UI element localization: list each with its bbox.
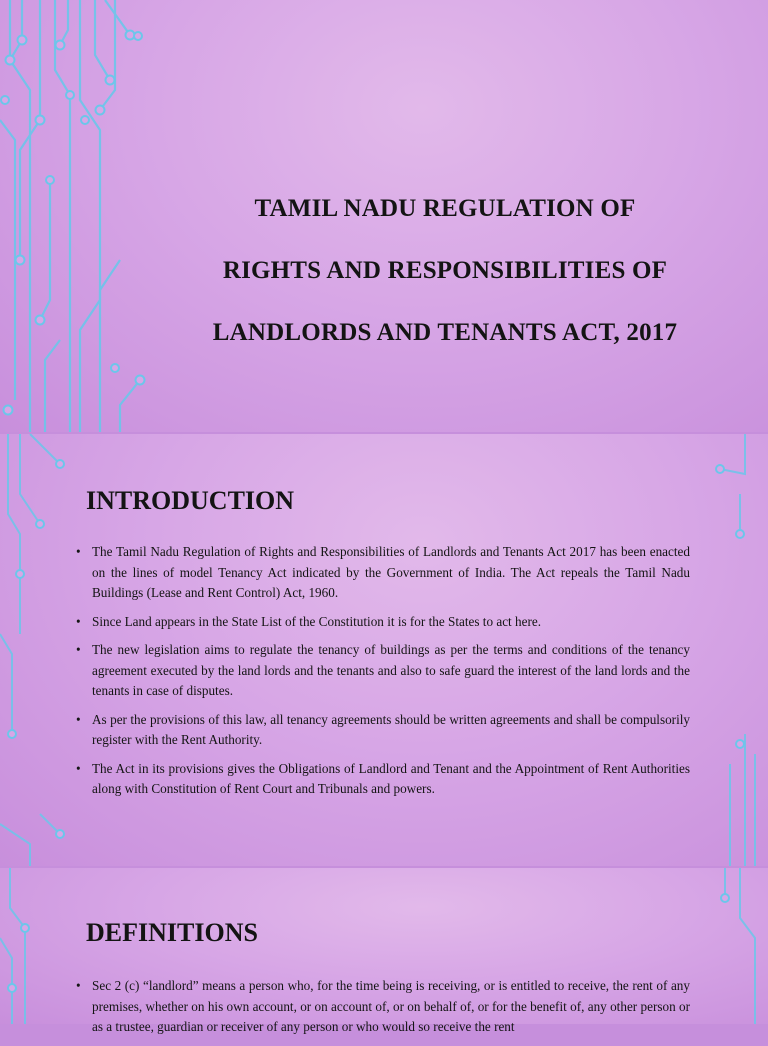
section-heading: INTRODUCTION	[86, 486, 295, 515]
list-item: • As per the provisions of this law, all tenancy agreements should be written agreements and shall be compulsorily register with the Rent Authority.	[76, 710, 690, 751]
bullet-list	[76, 976, 690, 1046]
title-slide	[0, 0, 768, 432]
bullet-list	[76, 542, 690, 808]
introduction-slide	[0, 434, 768, 866]
list-item: • Since Land appears in the State List of the Constitution it is for the States to act here.	[76, 612, 690, 633]
list-item: • The Tamil Nadu Regulation of Rights and Responsibilities of Landlords and Tenants Act 2017 has been enacted on the lines of model Tenancy Act indicated by the Government of India. The Act repeals the Tamil Nadu Buildings (Lease and Rent Control) Act, 1960.	[76, 542, 690, 604]
list-item: • The new legislation aims to regulate the tenancy of buildings as per the terms and conditions of the tenancy agreement executed by the land lords and the tenants and also to safe guard the interest of the land lords and the tenants in case of disputes.	[76, 640, 690, 702]
circuit-decoration-left	[0, 0, 170, 432]
title-line-2: RIGHTS AND RESPONSIBILITIES OF	[222, 257, 668, 284]
definitions-slide	[0, 868, 768, 1034]
circuit-decoration-left	[0, 868, 60, 1024]
circuit-decoration-right	[690, 434, 768, 866]
title-line-1: TAMIL NADU REGULATION OF	[254, 195, 636, 222]
circuit-decoration-left	[0, 434, 80, 866]
list-item: • The Act in its provisions gives the Obligations of Landlord and Tenant and the Appointment of Rent Authorities along with Constitution of Rent Court and Tribunals and powers.	[76, 759, 690, 800]
circuit-decoration-right	[700, 868, 768, 1024]
section-heading: DEFINITIONS	[86, 918, 258, 947]
title-line-3: LANDLORDS AND TENANTS ACT, 2017	[212, 319, 678, 346]
list-item: • Sec 2 (c) “landlord” means a person who, for the time being is receiving, or is entitled to receive, the rent of any premises, whether on his own account, or on account of, or on behalf of, or for the benefit of, any other person or as a trustee, guardian or receiver of any person or who would so receive the rent	[76, 976, 690, 1038]
title	[150, 178, 740, 364]
